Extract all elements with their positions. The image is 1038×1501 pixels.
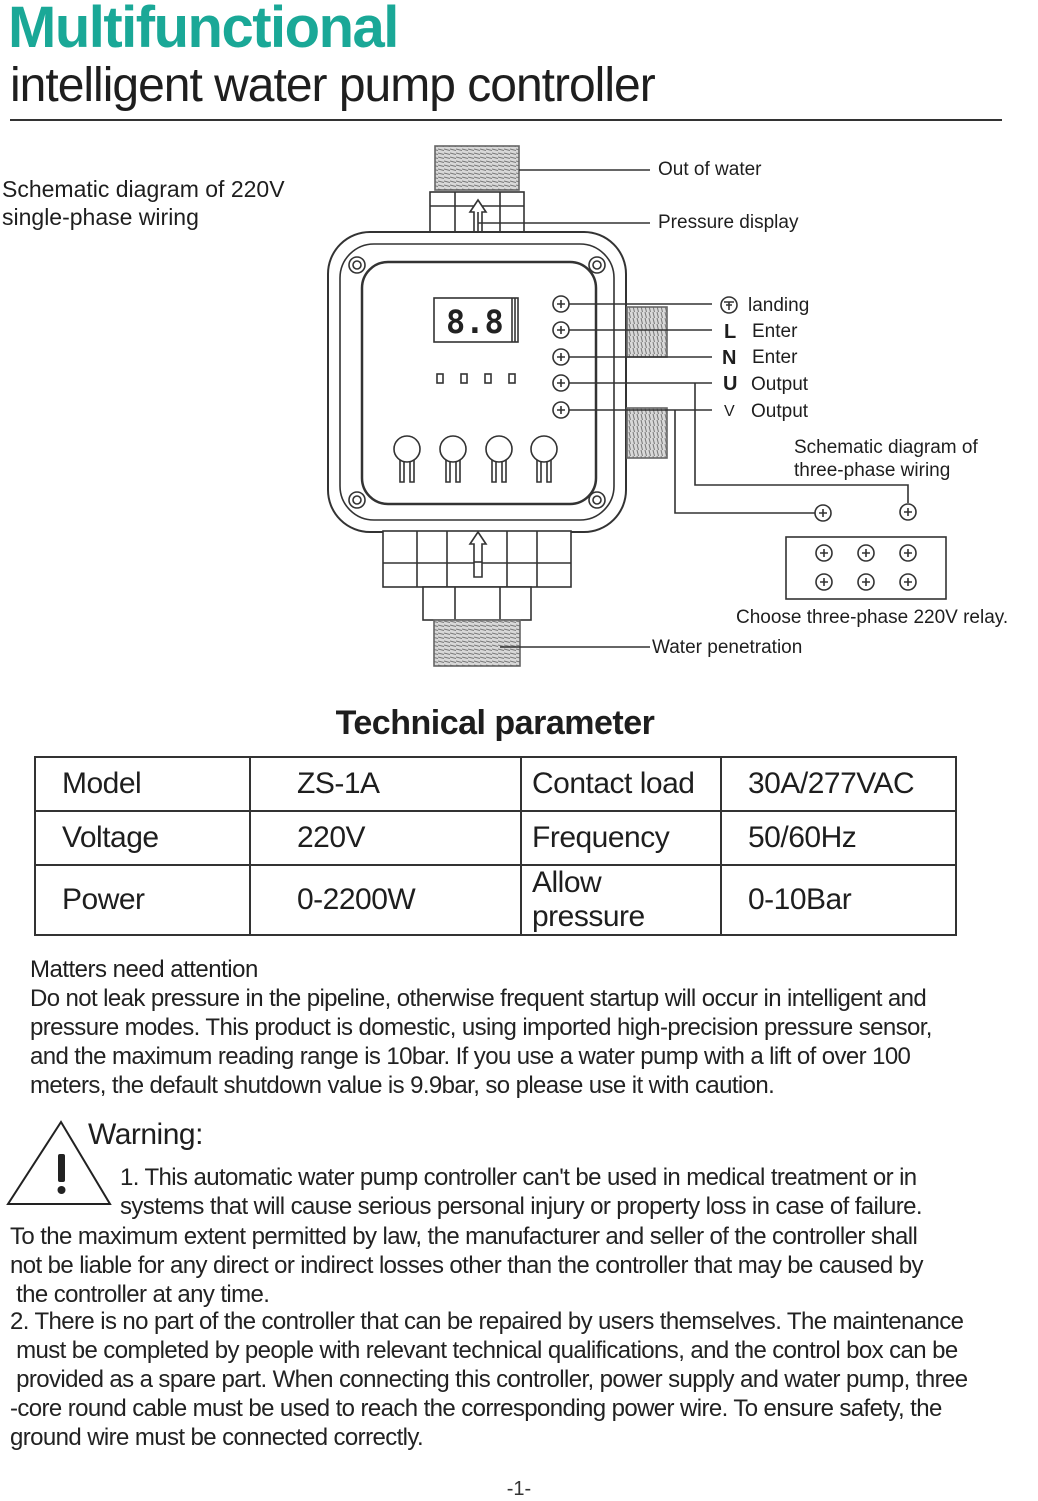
relay-terminals	[786, 504, 946, 599]
param-label: Voltage	[35, 811, 250, 865]
page-subtitle: intelligent water pump controller	[10, 59, 655, 112]
param-label: Model	[35, 757, 250, 811]
page-title: Multifunctional	[8, 0, 398, 60]
warning-line: systems that will cause serious personal injury or property loss in case of failure.	[120, 1193, 922, 1220]
outlet-thread	[435, 146, 519, 190]
technical-parameter-title: Technical parameter	[335, 704, 655, 742]
warning-heading: Warning:	[88, 1118, 203, 1151]
warning-item-2	[10, 1307, 1038, 1452]
callout-pressure-display: Pressure display	[658, 212, 799, 233]
terminal-n-symbol: N	[722, 347, 737, 369]
technical-parameter-table	[34, 756, 957, 936]
title-divider	[10, 119, 1002, 121]
param-value: ZS-1A	[250, 757, 521, 811]
terminal-l-symbol: L	[724, 321, 737, 343]
terminal-ground-label: landing	[748, 295, 810, 316]
relay-caption: Choose three-phase 220V relay.	[736, 607, 1009, 628]
param-label: Allow pressure	[521, 865, 721, 935]
terminal-n-label: Enter	[752, 347, 798, 368]
single-phase-caption-line2: single-phase wiring	[2, 204, 199, 230]
warning-line: To the maximum extent permitted by law, the manufacturer and seller of the controller shall	[10, 1223, 918, 1250]
terminal-v-symbol: V	[724, 403, 735, 420]
warning-item-1-continued	[10, 1222, 1010, 1309]
warning-line: 1. This automatic water pump controller can't be used in medical treatment or in	[120, 1164, 917, 1191]
param-value: 220V	[250, 811, 521, 865]
table-row	[35, 865, 956, 935]
warning-item-1	[120, 1163, 1020, 1221]
warning-line: provided as a spare part. When connecting this controller, power supply and water pump, three	[10, 1366, 968, 1393]
table-row	[35, 811, 956, 865]
warning-line: ground wire must be connected correctly.	[10, 1424, 424, 1451]
terminal-v-label: Output	[751, 401, 809, 422]
attention-line: Do not leak pressure in the pipeline, otherwise frequent startup will occur in intelligent and	[30, 985, 927, 1012]
page-number: -1-	[506, 1478, 532, 1500]
param-label: Contact load	[521, 757, 721, 811]
ground-icon	[721, 297, 737, 313]
callout-water-penetration: Water penetration	[652, 637, 803, 658]
warning-line: the controller at any time.	[10, 1281, 270, 1308]
param-label: Frequency	[521, 811, 721, 865]
attention-body	[30, 984, 1020, 1100]
param-value: 30A/277VAC	[721, 757, 956, 811]
attention-line: and the maximum reading range is 10bar. If you use a water pump with a lift of over 100	[30, 1043, 911, 1070]
terminal-u-symbol: U	[723, 373, 738, 395]
three-phase-caption-line2: three-phase wiring	[794, 460, 951, 481]
warning-line: 2. There is no part of the controller that can be repaired by users themselves. The maintenance	[10, 1308, 964, 1335]
param-value: 0-10Bar	[721, 865, 956, 935]
callout-out-of-water: Out of water	[658, 159, 762, 180]
terminal-u-label: Output	[751, 374, 809, 395]
inlet-thread	[434, 620, 520, 666]
table-row	[35, 757, 956, 811]
single-phase-caption-line1: Schematic diagram of 220V	[2, 176, 285, 202]
terminal-l-label: Enter	[752, 321, 798, 342]
warning-line: -core round cable must be used to reach the corresponding power wire. To ensure safety, the	[10, 1395, 942, 1422]
attention-heading: Matters need attention	[30, 956, 258, 983]
attention-line: meters, the default shutdown value is 9.9bar, so please use it with caution.	[30, 1072, 775, 1099]
param-value: 0-2200W	[250, 865, 521, 935]
warning-line: not be liable for any direct or indirect losses other than the controller that may be caused by	[10, 1252, 923, 1279]
attention-line: pressure modes. This product is domestic, using imported high-precision pressure sensor,	[30, 1014, 932, 1041]
controller-wiring-diagram	[0, 130, 1038, 680]
svg-text:8.8: 8.8	[446, 303, 504, 341]
param-label: Power	[35, 865, 250, 935]
three-phase-caption-line1: Schematic diagram of	[794, 437, 978, 458]
param-value: 50/60Hz	[721, 811, 956, 865]
warning-line: must be completed by people with relevant technical qualifications, and the control box can be	[10, 1337, 958, 1364]
